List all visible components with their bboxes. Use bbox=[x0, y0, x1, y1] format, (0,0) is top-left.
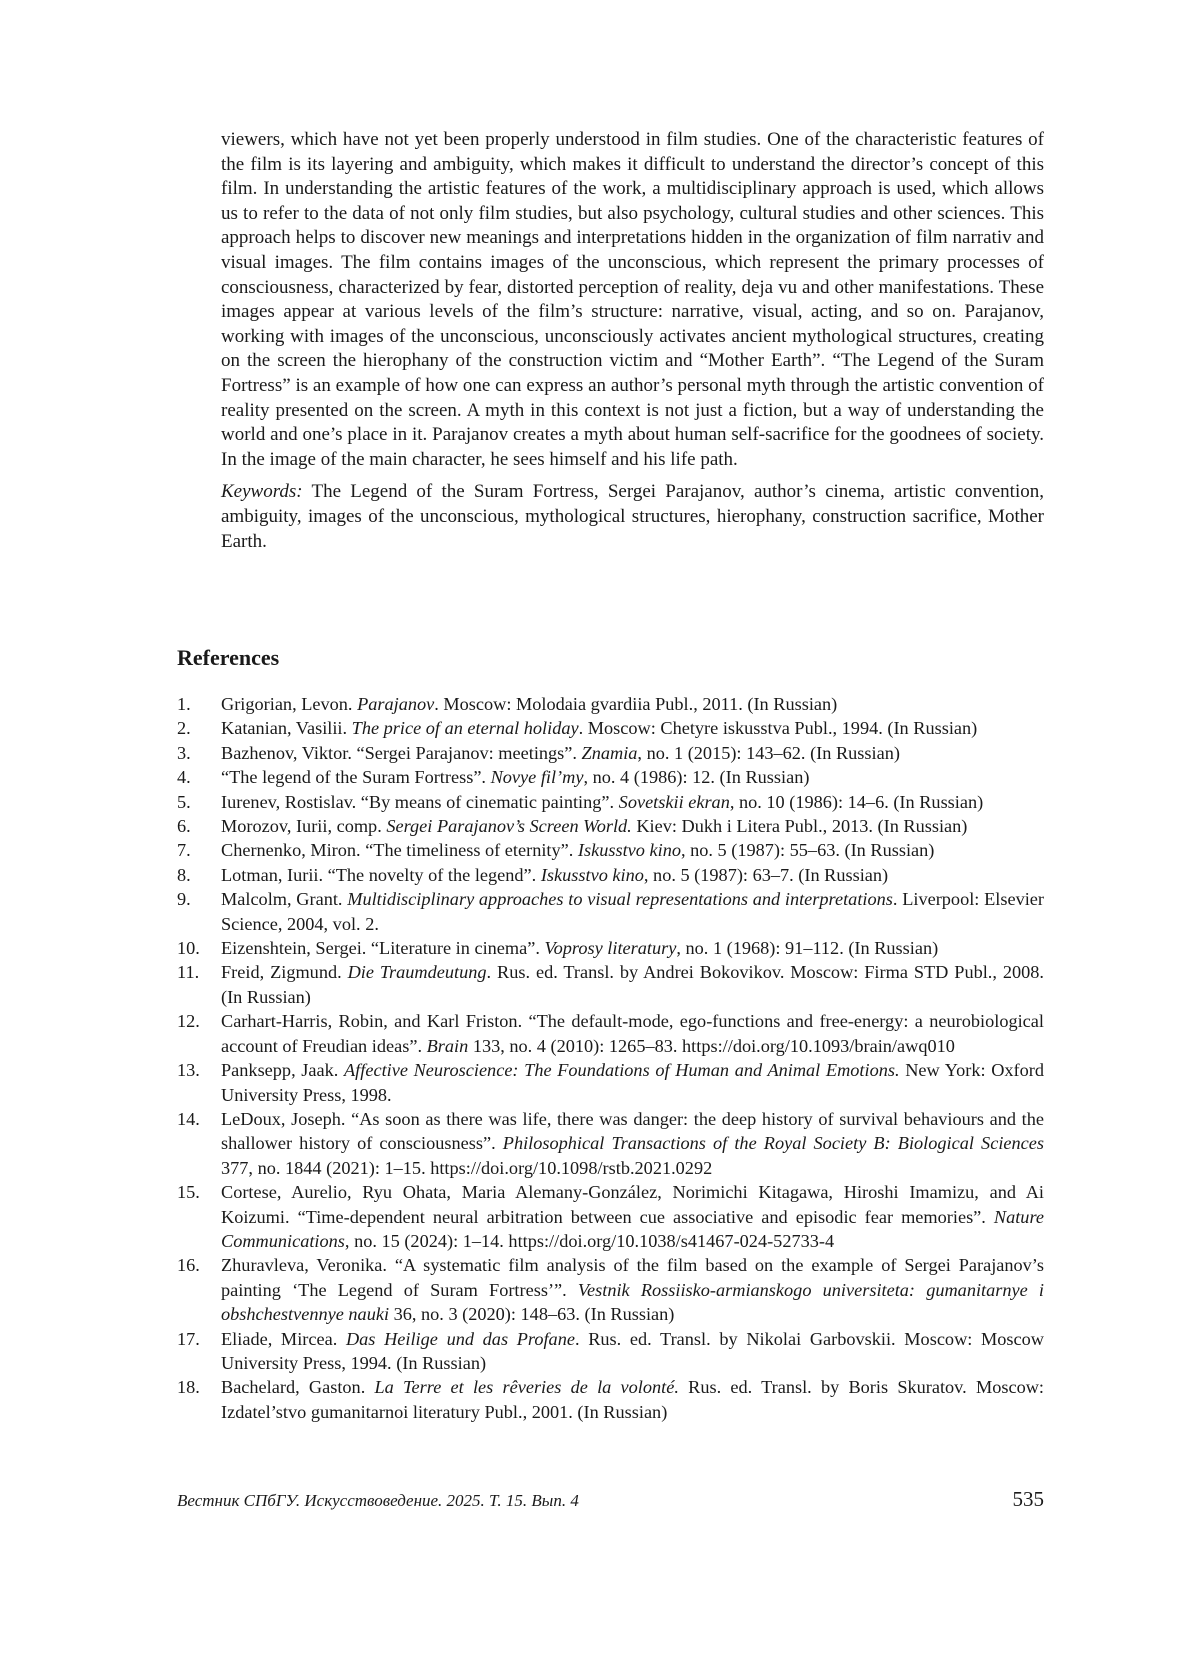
page-footer bbox=[177, 1487, 1044, 1512]
keywords-text: The Legend of the Suram Fortress, Sergei Parajanov, author’s cinema, artistic convention, ambiguity, images of the unconscious, mythological structures, hierophany, construction sacrifice, Mother Earth. bbox=[221, 481, 1044, 552]
keywords-label: Keywords: bbox=[221, 481, 303, 503]
reference-item: 17. Eliade, Mircea. Das Heilige und das Profane. Rus. ed. Transl. by Nikolai Garbovskii. Moscow: Moscow University Press, 1994. (In Russian) bbox=[177, 1328, 1044, 1373]
journal-title: Вестник СПбГУ. Искусствоведение. 2025. Т. 15. Вып. 4 bbox=[177, 1491, 579, 1510]
abstract bbox=[221, 128, 1044, 554]
reference-item: 3. Bazhenov, Viktor. “Sergei Parajanov: meetings”. Znamia, no. 1 (2015): 143–62. (In Russian) bbox=[177, 742, 900, 763]
keywords-paragraph bbox=[221, 480, 1044, 554]
reference-item: 6. Morozov, Iurii, comp. Sergei Parajanov’s Screen World. Kiev: Dukh i Litera Publ., 2013. (In Russian) bbox=[177, 816, 968, 837]
reference-item: 13. Panksepp, Jaak. Affective Neuroscience: The Foundations of Human and Animal Emotions. New York: Oxford University Press, 1998. bbox=[177, 1060, 1044, 1105]
reference-item: 9. Malcolm, Grant. Multidisciplinary approaches to visual representations and interpretations. Liverpool: Elsevier Science, 2004, vol. 2. bbox=[177, 889, 1044, 934]
reference-item: 7. Chernenko, Miron. “The timeliness of eternity”. Iskusstvo kino, no. 5 (1987): 55–63. (In Russian) bbox=[177, 840, 935, 861]
reference-item: 14. LeDoux, Joseph. “As soon as there was life, there was danger: the deep history of survival behaviours and the shallower history of consciousness”. Philosophical Transactions of the Royal Society B: Biological Sciences 377, no. 1844 (2021): 1–15. https://doi.org/10.1098/rstb.2021.0292 bbox=[177, 1108, 1044, 1178]
reference-item: 11. Freid, Zigmund. Die Traumdeutung. Rus. ed. Transl. by Andrei Bokovikov. Moscow: Firma STD Publ., 2008. (In Russian) bbox=[177, 962, 1044, 1007]
reference-item: 15. Cortese, Aurelio, Ryu Ohata, Maria Alemany-González, Norimichi Kitagawa, Hiroshi Imamizu, and Ai Koizumi. “Time-dependent neural arbitration between cue associative and episodic fear memories”. Nature Communications, no. 15 (2024): 1–14. https://doi.org/10.1038/s41467-024-52733-4 bbox=[177, 1182, 1044, 1251]
reference-item: 18. Bachelard, Gaston. La Terre et les rêveries de la volonté. Rus. ed. Transl. by Boris Skuratov. Moscow: Izdatel’stvo gumanitarnoi literatury Publ., 2001. (In Russian) bbox=[177, 1377, 1044, 1422]
reference-item: 8. Lotman, Iurii. “The novelty of the legend”. Iskusstvo kino, no. 5 (1987): 63–7. (In Russian) bbox=[177, 864, 889, 885]
references-list bbox=[177, 692, 1044, 1424]
reference-item: 10. Eizenshtein, Sergei. “Literature in cinema”. Voprosy literatury, no. 1 (1968): 91–112. (In Russian) bbox=[177, 938, 939, 959]
reference-item: 16. Zhuravleva, Veronika. “A systematic film analysis of the film based on the example of Sergei Parajanov’s painting ‘The Legend of Suram Fortress’”. Vestnik Rossiisko-armianskogo universiteta: gumanitarnye i obshchestvennye nauki 36, no. 3 (2020): 148–63. (In Russian) bbox=[177, 1255, 1044, 1325]
references-heading: References bbox=[177, 645, 280, 670]
reference-item: 2. Katanian, Vasilii. The price of an eternal holiday. Moscow: Chetyre iskusstva Publ., 1994. (In Russian) bbox=[177, 718, 978, 739]
page-number: 535 bbox=[1012, 1487, 1044, 1511]
reference-item: 1. Grigorian, Levon. Parajanov. Moscow: Molodaia gvardiia Publ., 2011. (In Russian) bbox=[177, 694, 838, 714]
reference-item: 12. Carhart-Harris, Robin, and Karl Friston. “The default-mode, ego-functions and free-energy: a neurobiological account of Freudian ideas”. Brain 133, no. 4 (2010): 1265–83. https://doi.org/10.1093/brain/awq010 bbox=[177, 1011, 1044, 1056]
abstract-text: viewers, which have not yet been properly understood in film studies. One of the characteristic features of the film is its layering and ambiguity, which makes it difficult to understand the director’s concept of this film. In understanding the artistic features of the work, a multidisciplinary approach is used, which allows us to refer to the data of not only film studies, but also psychology, cultural studies and other sciences. This approach helps to discover new meanings and interpretations hidden in the organization of film narrativ and visual images. The film contains images of the unconscious, which represent the primary processes of consciousness, characterized by fear, distorted perception of reality, deja vu and other manifestations. These images appear at various levels of the film’s structure: narrative, visual, acting, and so on. Parajanov, working with images of the unconscious, unconsciously activates ancient mythological structures, creating on the screen the hierophany of the construction victim and “Mother Earth”. “The Legend of the Suram Fortress” is an example of how one can express an author’s personal myth through the artistic convention of reality presented on the screen. A myth in this context is not just a fiction, but a way of understanding the world and one’s place in it. Parajanov creates a myth about human self-sacrifice for the goodnees of society. In the image of the main character, he sees himself and his life path. bbox=[221, 129, 1044, 470]
reference-item: 5. Iurenev, Rostislav. “By means of cinematic painting”. Sovetskii ekran, no. 10 (1986): 14–6. (In Russian) bbox=[177, 791, 984, 812]
reference-item: 4. “The legend of the Suram Fortress”. Novye fil’my, no. 4 (1986): 12. (In Russian) bbox=[177, 767, 810, 788]
